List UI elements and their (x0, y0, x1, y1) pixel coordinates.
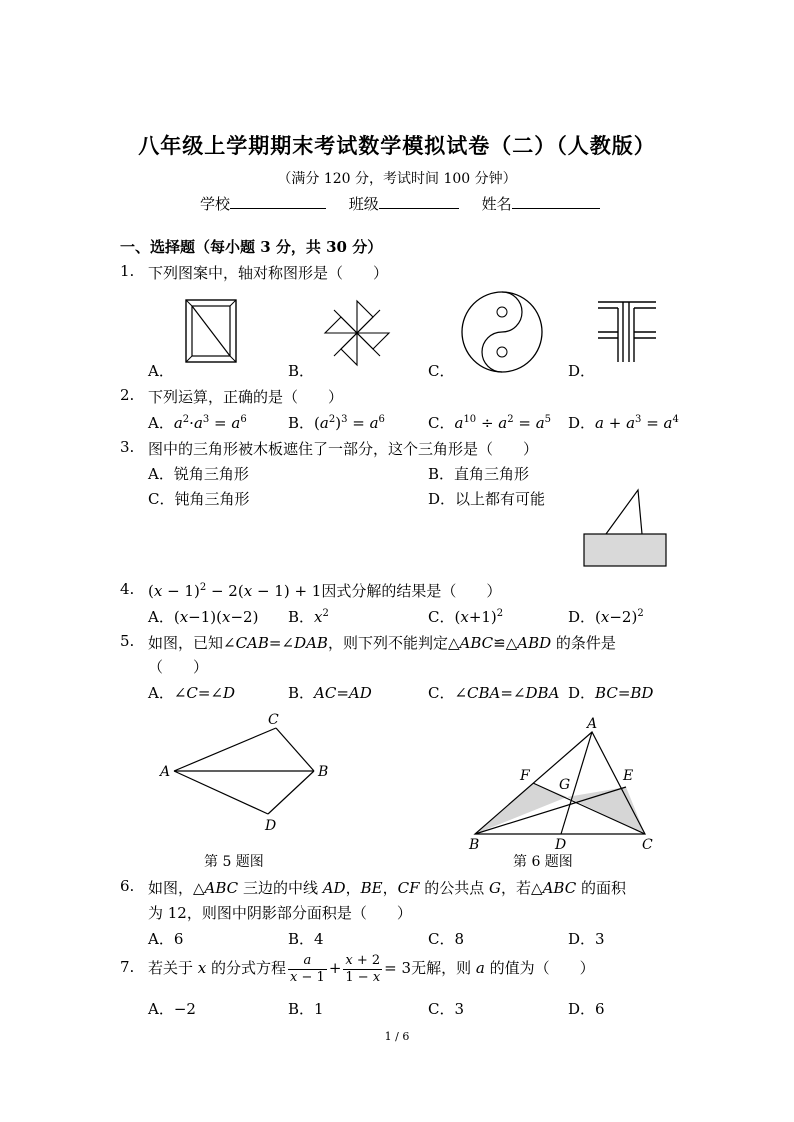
q3-option-d[interactable]: D．以上都有可能 (428, 490, 546, 508)
q5-option-b[interactable]: B．AC=AD (288, 684, 372, 702)
class-label: 班级 (348, 195, 379, 213)
q5-option-d[interactable]: D．BC=BD (568, 684, 654, 702)
q7-number: 7. (120, 958, 135, 976)
name-blank[interactable] (512, 192, 600, 209)
page-title: 八年级上学期期末考试数学模拟试卷（二）（人教版） (138, 133, 656, 158)
section-title: 一、选择题（每小题 3 分，共 30 分） (120, 238, 383, 256)
q1-option-c[interactable]: C． (428, 362, 455, 380)
q4-number: 4. (120, 580, 135, 598)
page-number: 1 / 6 (384, 1030, 410, 1043)
fig6-label-b: B (469, 837, 480, 852)
q2-option-c[interactable]: C．$a^{10} \div a^2 = a^5$ (428, 414, 552, 432)
fig6-label-e: E (623, 768, 634, 784)
q5-paren: （ ） (148, 658, 209, 676)
class-blank[interactable] (379, 192, 459, 209)
q2-option-d[interactable]: D．$a + a^3 = a^4$ (568, 414, 679, 432)
q2-text: 下列运算，正确的是（ ） (148, 388, 344, 406)
q5-text: 如图，已知∠CAB=∠DAB，则下列不能判定△ABC≌△ABD 的条件是 (148, 634, 616, 652)
exam-subtitle: （满分 120 分，考试时间 100 分钟） (277, 171, 517, 187)
q5-number: 5. (120, 632, 135, 650)
fig5-label-c: C (268, 712, 279, 728)
school-label: 学校 (200, 195, 231, 213)
q7-text: 若关于 x 的分式方程 $\frac{a}{x - 1}$ + $\frac{x + 2}{1 - x}$ = 3无解，则 a 的值为（ ） (148, 952, 595, 985)
q2-option-a[interactable]: A．$a^2\cdot a^3 = a^6$ (148, 414, 247, 432)
student-info-line (200, 192, 618, 214)
q2-number: 2. (120, 386, 135, 404)
q5-option-a[interactable]: A．∠C=∠D (148, 684, 236, 702)
q1-figure-b (322, 298, 392, 368)
q4-text: $(x - 1)^2 - 2(x - 1) + 1$因式分解的结果是（ ） (148, 582, 502, 600)
q6-number: 6. (120, 877, 135, 895)
q7-option-d[interactable]: D．6 (568, 1000, 605, 1018)
q6-option-a[interactable]: A．6 (148, 930, 184, 948)
name-label: 姓名 (481, 195, 512, 213)
figure-6-caption: 第 6 题图 (513, 854, 573, 870)
q4-option-b[interactable]: B．$x^2$ (288, 608, 329, 626)
q3-option-b[interactable]: B．直角三角形 (428, 465, 530, 483)
fig5-label-b: B (318, 764, 329, 780)
q7-option-a[interactable]: A．−2 (148, 1000, 196, 1018)
figure-6 (460, 712, 670, 852)
q1-option-d[interactable]: D． (568, 362, 596, 380)
q3-text: 图中的三角形被木板遮住了一部分，这个三角形是（ ） (148, 440, 539, 458)
q1-option-b[interactable]: B． (288, 362, 315, 380)
fig5-label-a: A (160, 764, 171, 780)
q6-text-line1: 如图，△ABC 三边的中线 AD，BE，CF 的公共点 G，若△ABC 的面积 (148, 879, 626, 897)
school-blank[interactable] (230, 192, 326, 209)
figure-5 (150, 708, 350, 838)
q6-option-b[interactable]: B．4 (288, 930, 324, 948)
q1-text: 下列图案中，轴对称图形是（ ） (148, 264, 389, 282)
q4-option-a[interactable]: A．(x−1)(x−2) (148, 608, 259, 626)
q7-option-c[interactable]: C．3 (428, 1000, 465, 1018)
q3-triangle-board-figure (582, 486, 668, 568)
q1-number: 1. (120, 262, 135, 280)
q2-option-b[interactable]: B．$(a^2)^3 = a^6$ (288, 414, 385, 432)
fig6-label-f: F (520, 768, 530, 784)
q4-option-d[interactable]: D．$(x-2)^2$ (568, 608, 644, 626)
q3-option-a[interactable]: A．锐角三角形 (148, 465, 249, 483)
figure-5-caption: 第 5 题图 (204, 854, 264, 870)
q6-option-d[interactable]: D．3 (568, 930, 605, 948)
fig6-label-c: C (642, 837, 653, 852)
fig6-label-d: D (555, 837, 567, 852)
q1-figure-d (596, 298, 658, 364)
q3-option-c[interactable]: C．钝角三角形 (148, 490, 250, 508)
q1-figure-a (184, 298, 240, 368)
fig5-label-d: D (265, 818, 277, 834)
q7-option-b[interactable]: B．1 (288, 1000, 324, 1018)
q1-option-a[interactable]: A． (148, 362, 174, 380)
fig6-label-g: G (559, 777, 571, 793)
q6-option-c[interactable]: C．8 (428, 930, 465, 948)
q1-figure-c (460, 290, 544, 374)
q4-option-c[interactable]: C．$(x+1)^2$ (428, 608, 504, 626)
q3-number: 3. (120, 438, 135, 456)
q5-option-c[interactable]: C．∠CBA=∠DBA (428, 684, 560, 702)
q6-text-line2: 为 12，则图中阴影部分面积是（ ） (148, 904, 412, 922)
fig6-label-a: A (587, 716, 598, 732)
